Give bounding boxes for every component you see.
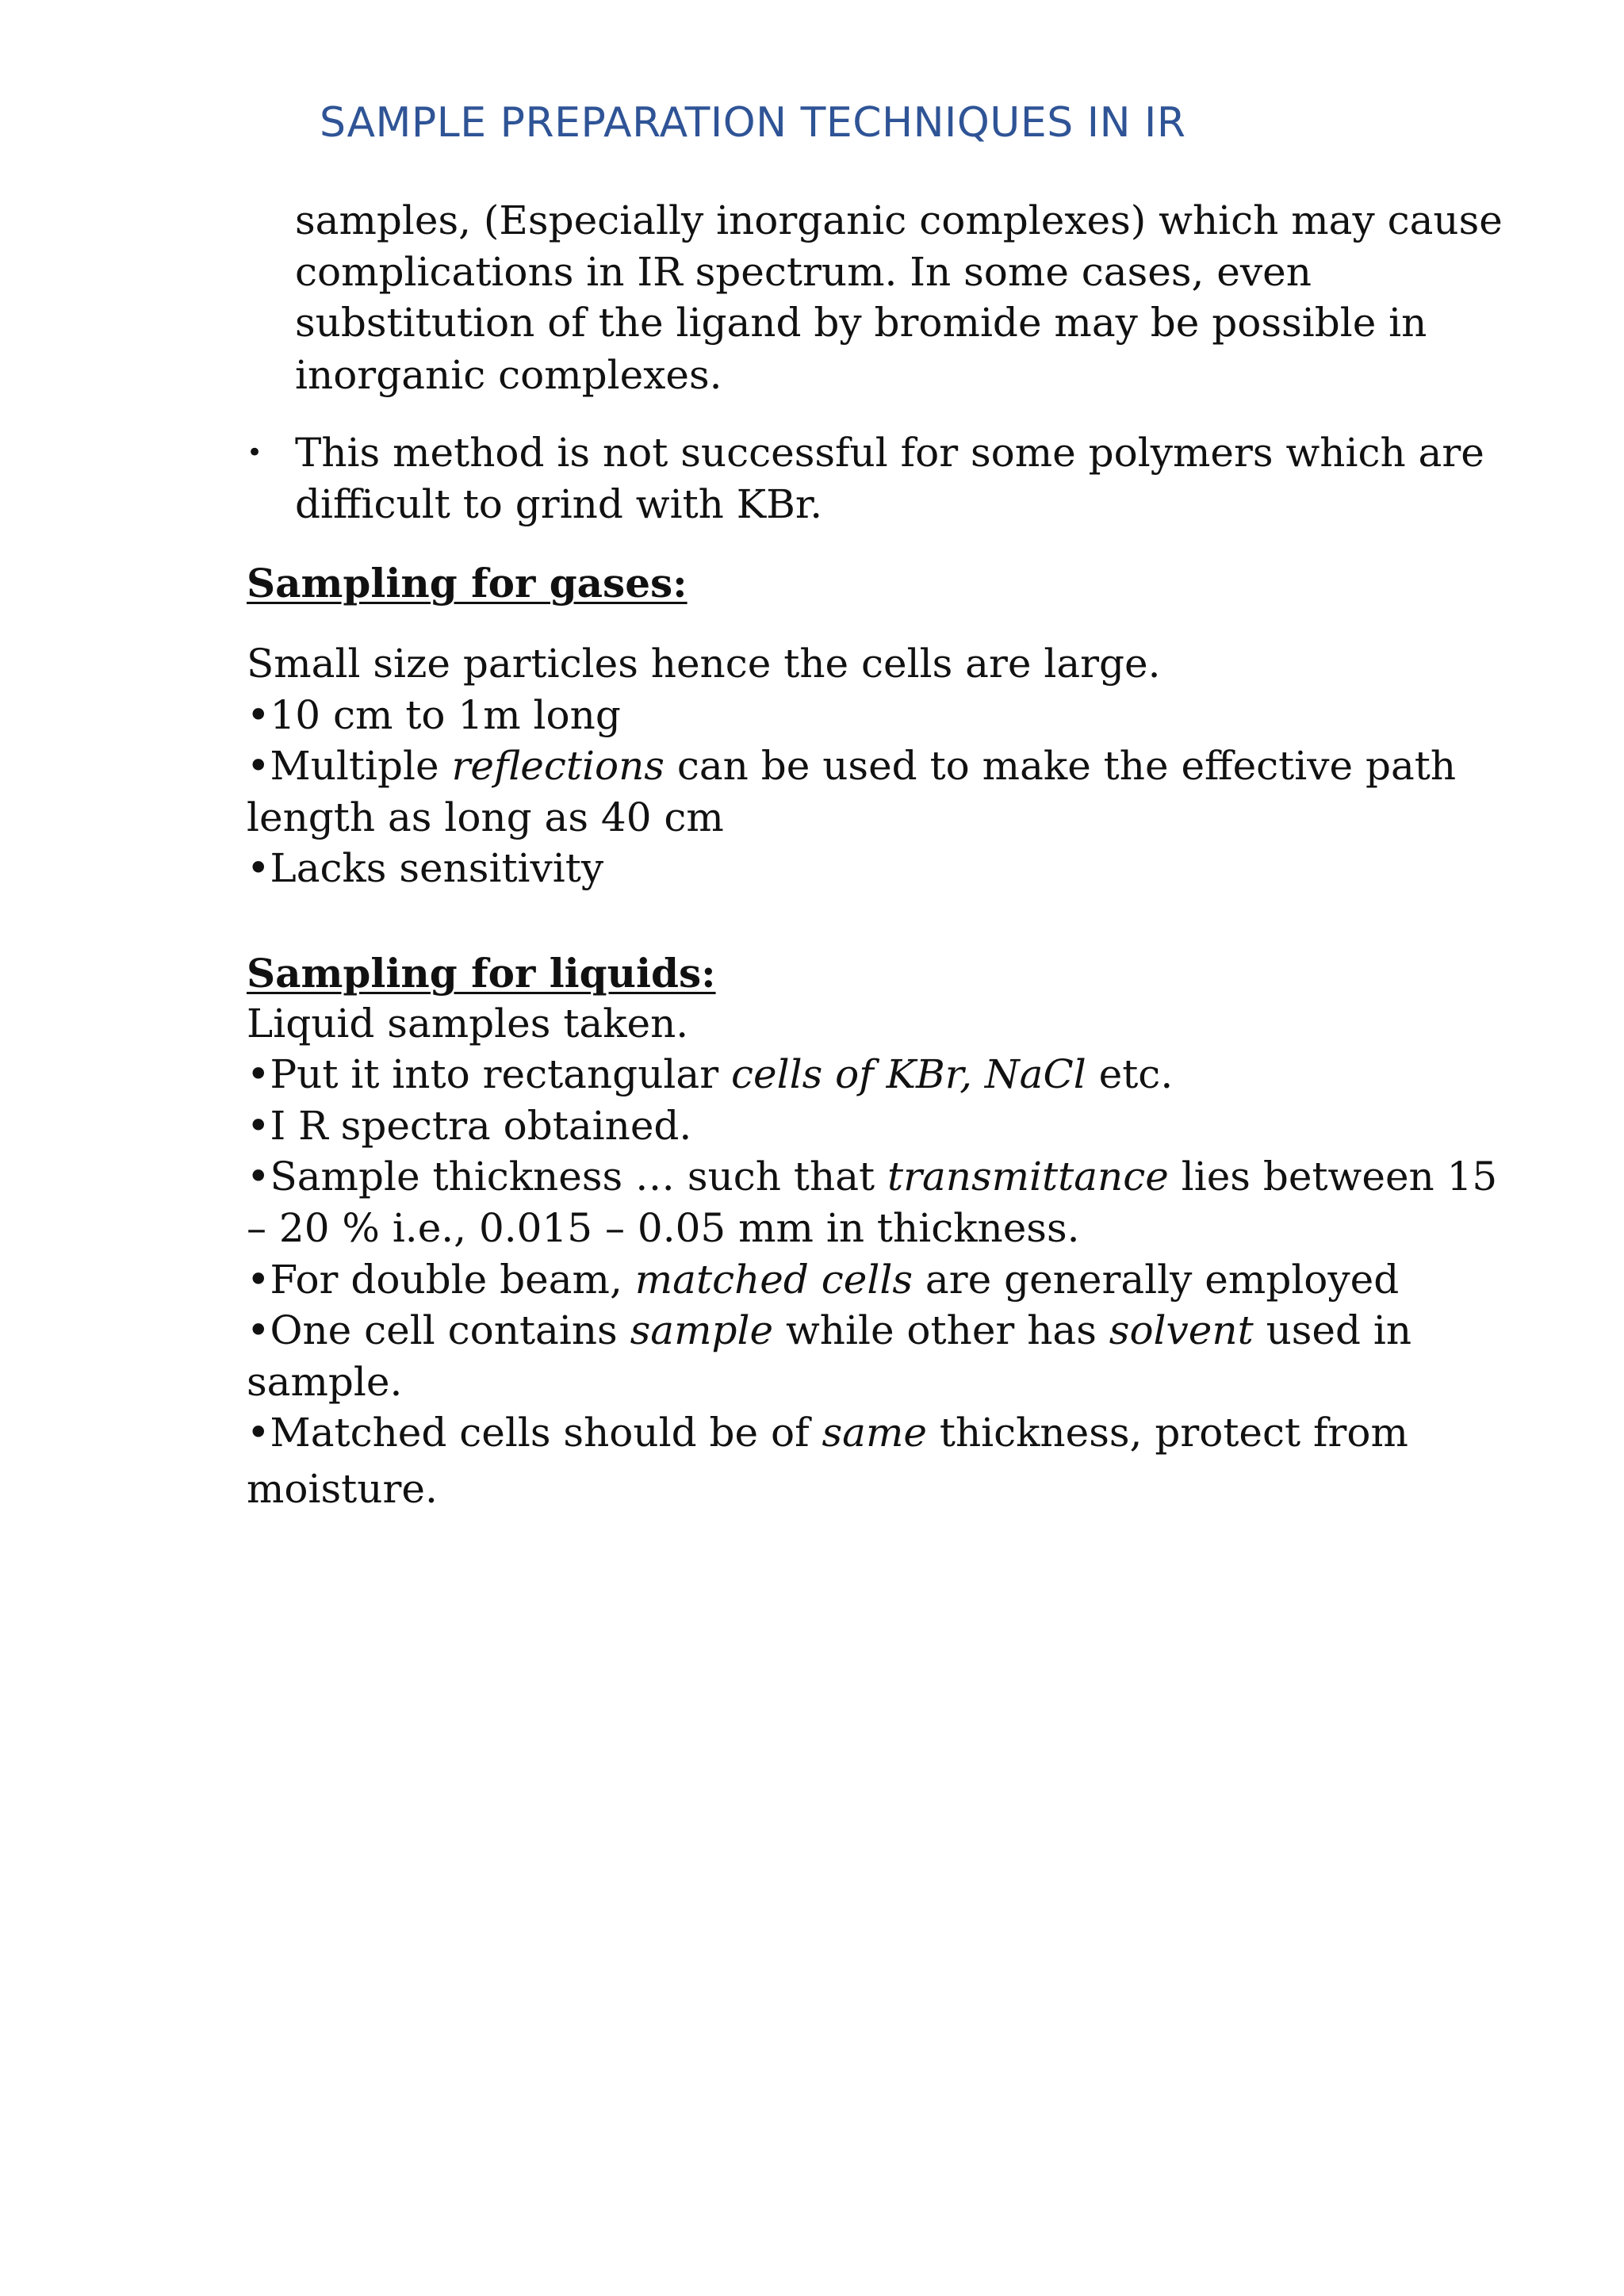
text-line: moisture. (247, 1466, 438, 1512)
text-run: used in (1253, 1307, 1412, 1353)
text-run: thickness, protect from (926, 1410, 1408, 1456)
list-item (247, 1304, 1411, 1357)
section-heading: Sampling for liquids: (247, 950, 716, 997)
emphasis-text: same (822, 1410, 927, 1456)
emphasis-text: solvent (1109, 1307, 1254, 1353)
text-run: etc. (1086, 1051, 1174, 1097)
section-heading: Sampling for gases: (247, 560, 688, 607)
list-item (247, 1150, 1497, 1203)
text-run: while other has (773, 1307, 1109, 1353)
text-line: This method is not successful for some polymers which are (295, 430, 1484, 476)
list-item (247, 1048, 1173, 1100)
emphasis-text: reflections (451, 743, 665, 789)
text-line: inorganic complexes. (295, 352, 722, 398)
text-run: •Matched cells should be of (247, 1410, 822, 1456)
text-line: length as long as 40 cm (247, 794, 724, 840)
list-item: •Lacks sensitivity (247, 845, 604, 891)
text-line: samples, (Especially inorganic complexes) which may cause (295, 197, 1503, 243)
bullet-dot: • (247, 437, 263, 469)
list-item: •I R spectra obtained. (247, 1103, 692, 1149)
list-item: •10 cm to 1m long (247, 692, 621, 738)
text-run: are generally employed (913, 1257, 1400, 1303)
text-line: Liquid samples taken. (247, 1001, 689, 1047)
emphasis-text: cells of KBr, NaCl (731, 1051, 1086, 1097)
list-item (247, 1406, 1408, 1459)
text-line: sample. (247, 1359, 403, 1405)
text-run: •For double beam, (247, 1257, 635, 1303)
list-item (247, 1253, 1399, 1306)
emphasis-text: transmittance (887, 1154, 1169, 1200)
text-run: can be used to make the effective path (664, 743, 1457, 789)
text-line: substitution of the ligand by bromide may be possible in (295, 300, 1427, 346)
emphasis-text: sample (630, 1307, 774, 1353)
emphasis-text: matched cells (634, 1257, 913, 1303)
text-run: •One cell contains (247, 1307, 630, 1353)
page-header-title: SAMPLE PREPARATION TECHNIQUES IN IR (320, 99, 1186, 147)
text-line: complications in IR spectrum. In some cases, even (295, 249, 1312, 295)
text-line: – 20 % i.e., 0.015 – 0.05 mm in thickness. (247, 1205, 1080, 1251)
text-run: •Put it into rectangular (247, 1051, 731, 1097)
list-item (247, 740, 1456, 792)
text-run: lies between 15 (1168, 1154, 1498, 1200)
text-line: difficult to grind with KBr. (295, 481, 823, 527)
text-line: Small size particles hence the cells are large. (247, 641, 1161, 687)
text-run: •Sample thickness … such that (247, 1154, 887, 1200)
text-run: •Multiple (247, 743, 452, 789)
